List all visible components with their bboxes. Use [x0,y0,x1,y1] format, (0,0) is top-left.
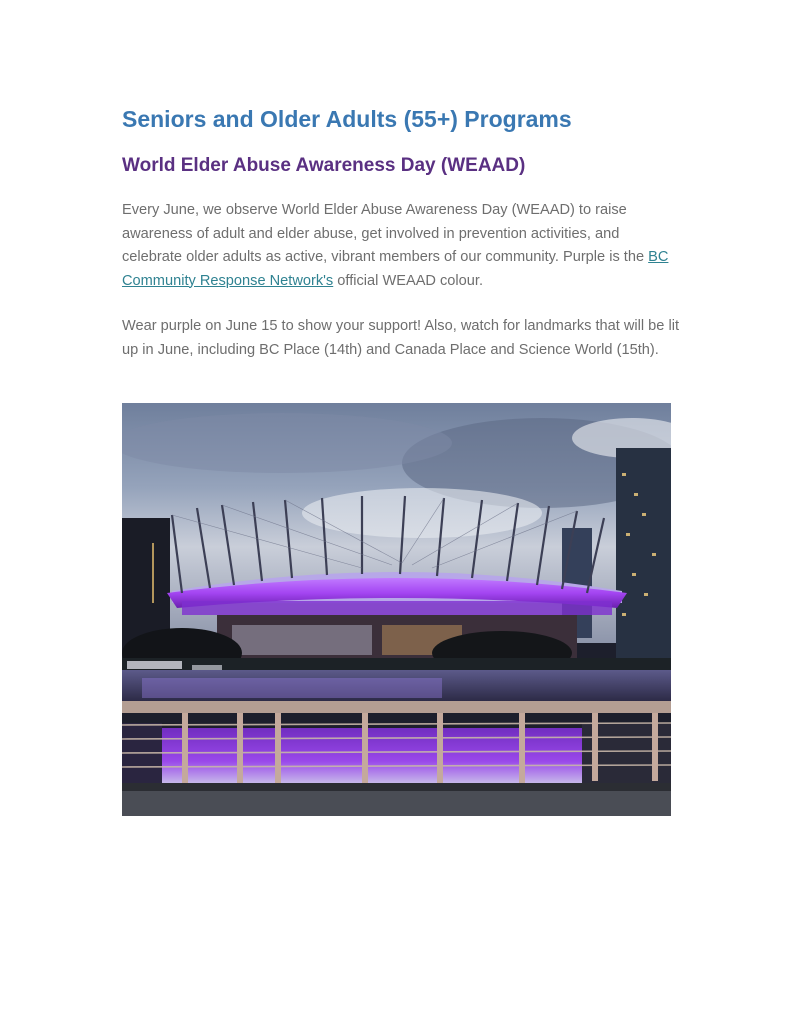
intro-text: Every June, we observe World Elder Abuse Awareness Day (WEAAD) to raise awareness of adult and elder abuse, get involved in prevention activities, and celebrate older adults as active, vibrant members of our community. Purple is the [122,202,649,265]
page-title: Seniors and Older Adults (55+) Programs [122,106,572,132]
section-title: World Elder Abuse Awareness Day (WEAAD) [122,155,526,176]
bc-place-illustration [122,403,671,816]
intro-text-end: official WEAAD colour. [333,272,484,289]
support-paragraph: Wear purple on June 15 to show your support! Also, watch for landmarks that will be lit up in June, including BC Place (14th) and Canada Place and Science World (15th). [122,318,680,358]
bc-crn-link[interactable]: BC Community Response Network's [122,249,669,289]
bc-place-photo [122,403,671,816]
intro-paragraph [122,199,682,293]
